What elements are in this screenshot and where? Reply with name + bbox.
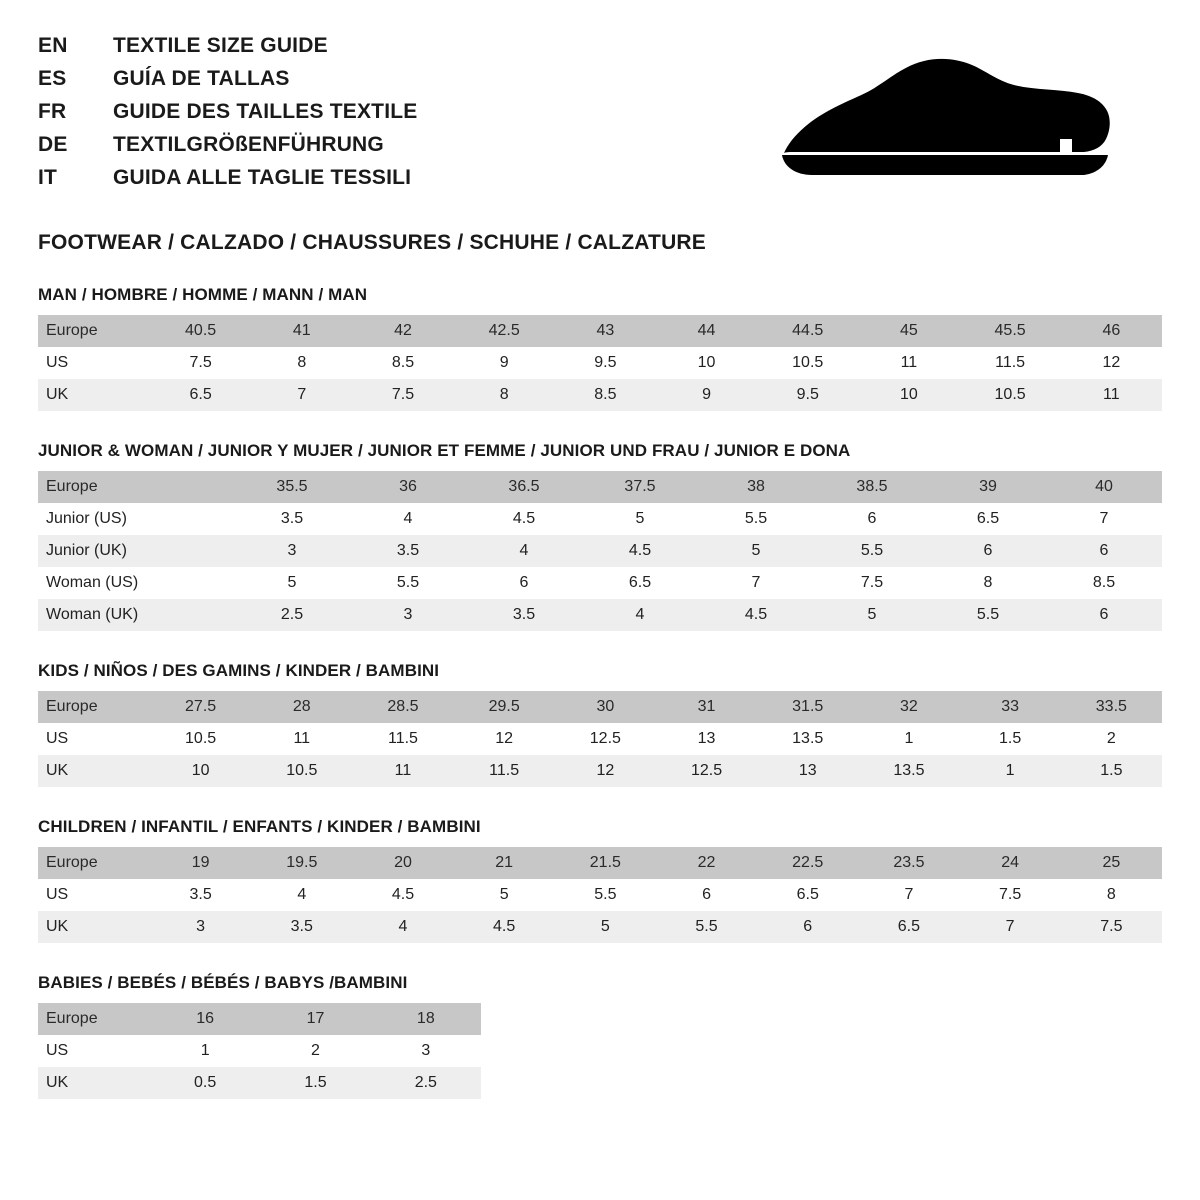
cell: 7	[698, 567, 814, 599]
language-code: ES	[38, 67, 67, 90]
cell: 6	[930, 535, 1046, 567]
row-label: US	[38, 879, 150, 911]
cell: 4	[352, 911, 453, 943]
size-table-babies	[38, 1003, 481, 1099]
cell: 5.5	[350, 567, 466, 599]
group-title: MAN / HOMBRE / HOMME / MANN / MAN	[38, 285, 368, 304]
cell: 4.5	[352, 879, 453, 911]
cell: 2	[260, 1035, 370, 1067]
cell: 4	[582, 599, 698, 631]
table-row	[38, 1003, 481, 1035]
cell: 3.5	[251, 911, 352, 943]
cell: 5	[234, 567, 350, 599]
cell: 7.5	[1061, 911, 1162, 943]
cell: 18	[371, 1003, 481, 1035]
cell: 11.5	[352, 723, 453, 755]
shoe-illustration	[752, 55, 1132, 185]
group-junior-woman	[38, 441, 1162, 631]
cell: 9	[656, 379, 757, 411]
cell: 0.5	[150, 1067, 260, 1099]
table-row	[38, 379, 1162, 411]
cell: 3.5	[466, 599, 582, 631]
cell: 4.5	[466, 503, 582, 535]
cell: 13.5	[858, 755, 959, 787]
cell: 10.5	[960, 379, 1061, 411]
cell: 35.5	[234, 471, 350, 503]
cell: 5.5	[555, 879, 656, 911]
cell: 5	[555, 911, 656, 943]
language-title: GUIDA ALLE TAGLIE TESSILI	[113, 166, 412, 189]
cell: 11	[352, 755, 453, 787]
table-row	[38, 535, 1162, 567]
table-row	[38, 911, 1162, 943]
cell: 36	[350, 471, 466, 503]
table-row	[38, 471, 1162, 503]
cell: 6	[466, 567, 582, 599]
row-label: UK	[38, 755, 150, 787]
cell: 1	[150, 1035, 260, 1067]
table-row	[38, 1067, 481, 1099]
cell: 21.5	[555, 847, 656, 879]
cell: 8.5	[555, 379, 656, 411]
page-title: FOOTWEAR / CALZADO / CHAUSSURES / SCHUHE / CALZATURE	[38, 231, 707, 254]
language-row-es	[38, 67, 417, 100]
cell: 7.5	[150, 347, 251, 379]
table-row	[38, 503, 1162, 535]
cell: 12.5	[555, 723, 656, 755]
cell: 4.5	[698, 599, 814, 631]
cell: 19.5	[251, 847, 352, 879]
row-label: Junior (US)	[38, 503, 234, 535]
cell: 43	[555, 315, 656, 347]
cell: 11.5	[960, 347, 1061, 379]
cell: 10.5	[251, 755, 352, 787]
cell: 24	[960, 847, 1061, 879]
table-row	[38, 315, 1162, 347]
cell: 19	[150, 847, 251, 879]
row-label: US	[38, 1035, 150, 1067]
table-row	[38, 1035, 481, 1067]
cell: 13	[656, 723, 757, 755]
cell: 11	[251, 723, 352, 755]
cell: 36.5	[466, 471, 582, 503]
cell: 38	[698, 471, 814, 503]
cell: 7.5	[352, 379, 453, 411]
cell: 8.5	[352, 347, 453, 379]
cell: 11.5	[454, 755, 555, 787]
cell: 6.5	[930, 503, 1046, 535]
group-babies	[38, 973, 1162, 1099]
cell: 28.5	[352, 691, 453, 723]
cell: 6	[1046, 599, 1162, 631]
cell: 12	[1061, 347, 1162, 379]
cell: 22	[656, 847, 757, 879]
cell: 11	[1061, 379, 1162, 411]
cell: 5	[454, 879, 555, 911]
cell: 1	[960, 755, 1061, 787]
cell: 25	[1061, 847, 1162, 879]
table-row	[38, 755, 1162, 787]
cell: 5.5	[656, 911, 757, 943]
table-row	[38, 847, 1162, 879]
cell: 3.5	[150, 879, 251, 911]
cell: 10.5	[150, 723, 251, 755]
cell: 3.5	[350, 535, 466, 567]
cell: 46	[1061, 315, 1162, 347]
cell: 4.5	[582, 535, 698, 567]
cell: 1.5	[1061, 755, 1162, 787]
cell: 6	[814, 503, 930, 535]
cell: 7	[1046, 503, 1162, 535]
language-code: FR	[38, 100, 67, 123]
language-title: GUÍA DE TALLAS	[113, 67, 290, 90]
row-label: UK	[38, 1067, 150, 1099]
cell: 12	[555, 755, 656, 787]
table-row	[38, 599, 1162, 631]
cell: 41	[251, 315, 352, 347]
cell: 11	[858, 347, 959, 379]
cell: 45.5	[960, 315, 1061, 347]
language-code: IT	[38, 166, 58, 189]
cell: 6	[656, 879, 757, 911]
cell: 6	[757, 911, 858, 943]
cell: 38.5	[814, 471, 930, 503]
group-man	[38, 285, 1162, 411]
cell: 13.5	[757, 723, 858, 755]
size-table-kids	[38, 691, 1162, 787]
cell: 10.5	[757, 347, 858, 379]
cell: 3	[150, 911, 251, 943]
group-children	[38, 817, 1162, 943]
cell: 8	[1061, 879, 1162, 911]
cell: 6	[1046, 535, 1162, 567]
cell: 37.5	[582, 471, 698, 503]
language-title: GUIDE DES TAILLES TEXTILE	[113, 100, 418, 123]
cell: 6.5	[150, 379, 251, 411]
table-row	[38, 691, 1162, 723]
document-header	[38, 30, 1162, 199]
cell: 31	[656, 691, 757, 723]
cell: 44	[656, 315, 757, 347]
size-table-children	[38, 847, 1162, 943]
size-table-man	[38, 315, 1162, 411]
cell: 30	[555, 691, 656, 723]
row-label: Europe	[38, 691, 150, 723]
language-row-fr	[38, 100, 417, 133]
cell: 3.5	[234, 503, 350, 535]
cell: 6.5	[757, 879, 858, 911]
language-code: DE	[38, 133, 68, 156]
cell: 42	[352, 315, 453, 347]
table-row	[38, 347, 1162, 379]
cell: 2	[1061, 723, 1162, 755]
cell: 10	[858, 379, 959, 411]
cell: 5	[698, 535, 814, 567]
cell: 45	[858, 315, 959, 347]
cell: 32	[858, 691, 959, 723]
cell: 29.5	[454, 691, 555, 723]
cell: 2.5	[234, 599, 350, 631]
cell: 1	[858, 723, 959, 755]
cell: 12	[454, 723, 555, 755]
cell: 1.5	[260, 1067, 370, 1099]
cell: 7.5	[814, 567, 930, 599]
cell: 6.5	[858, 911, 959, 943]
row-label: Europe	[38, 471, 234, 503]
dress-shoe-icon	[772, 55, 1112, 185]
cell: 4	[466, 535, 582, 567]
cell: 5	[582, 503, 698, 535]
cell: 31.5	[757, 691, 858, 723]
cell: 9.5	[757, 379, 858, 411]
cell: 3	[350, 599, 466, 631]
row-label: Europe	[38, 315, 150, 347]
language-row-it	[38, 166, 417, 199]
cell: 9.5	[555, 347, 656, 379]
cell: 20	[352, 847, 453, 879]
language-row-de	[38, 133, 417, 166]
cell: 5.5	[930, 599, 1046, 631]
cell: 44.5	[757, 315, 858, 347]
cell: 40	[1046, 471, 1162, 503]
cell: 16	[150, 1003, 260, 1035]
cell: 33.5	[1061, 691, 1162, 723]
row-label: Europe	[38, 847, 150, 879]
language-list	[38, 34, 417, 199]
language-title: TEXTILE SIZE GUIDE	[113, 34, 328, 57]
cell: 5	[814, 599, 930, 631]
cell: 1.5	[960, 723, 1061, 755]
cell: 39	[930, 471, 1046, 503]
cell: 13	[757, 755, 858, 787]
cell: 7.5	[960, 879, 1061, 911]
row-label: Europe	[38, 1003, 150, 1035]
cell: 7	[858, 879, 959, 911]
group-kids	[38, 661, 1162, 787]
language-row-en	[38, 34, 417, 67]
cell: 8	[930, 567, 1046, 599]
group-title: BABIES / BEBÉS / BÉBÉS / BABYS /BAMBINI	[38, 973, 408, 992]
group-title: KIDS / NIÑOS / DES GAMINS / KINDER / BAMBINI	[38, 661, 440, 680]
group-title: CHILDREN / INFANTIL / ENFANTS / KINDER / BAMBINI	[38, 817, 481, 836]
cell: 42.5	[454, 315, 555, 347]
table-row	[38, 723, 1162, 755]
cell: 28	[251, 691, 352, 723]
cell: 7	[960, 911, 1061, 943]
size-table-junior-woman	[38, 471, 1162, 631]
language-title: TEXTILGRÖßENFÜHRUNG	[113, 133, 384, 156]
table-row	[38, 567, 1162, 599]
cell: 5.5	[814, 535, 930, 567]
row-label: UK	[38, 379, 150, 411]
cell: 23.5	[858, 847, 959, 879]
cell: 10	[656, 347, 757, 379]
row-label: US	[38, 347, 150, 379]
cell: 40.5	[150, 315, 251, 347]
group-title: JUNIOR & WOMAN / JUNIOR Y MUJER / JUNIOR ET FEMME / JUNIOR UND FRAU / JUNIOR E DONA	[38, 441, 851, 460]
cell: 27.5	[150, 691, 251, 723]
cell: 3	[234, 535, 350, 567]
row-label: UK	[38, 911, 150, 943]
cell: 10	[150, 755, 251, 787]
cell: 6.5	[582, 567, 698, 599]
cell: 8	[454, 379, 555, 411]
cell: 33	[960, 691, 1061, 723]
language-code: EN	[38, 34, 68, 57]
cell: 5.5	[698, 503, 814, 535]
cell: 8.5	[1046, 567, 1162, 599]
cell: 9	[454, 347, 555, 379]
row-label: Junior (UK)	[38, 535, 234, 567]
row-label: US	[38, 723, 150, 755]
cell: 3	[371, 1035, 481, 1067]
cell: 4.5	[454, 911, 555, 943]
row-label: Woman (US)	[38, 567, 234, 599]
cell: 21	[454, 847, 555, 879]
cell: 17	[260, 1003, 370, 1035]
cell: 4	[350, 503, 466, 535]
cell: 8	[251, 347, 352, 379]
table-row	[38, 879, 1162, 911]
cell: 4	[251, 879, 352, 911]
cell: 12.5	[656, 755, 757, 787]
row-label: Woman (UK)	[38, 599, 234, 631]
cell: 22.5	[757, 847, 858, 879]
cell: 2.5	[371, 1067, 481, 1099]
cell: 7	[251, 379, 352, 411]
